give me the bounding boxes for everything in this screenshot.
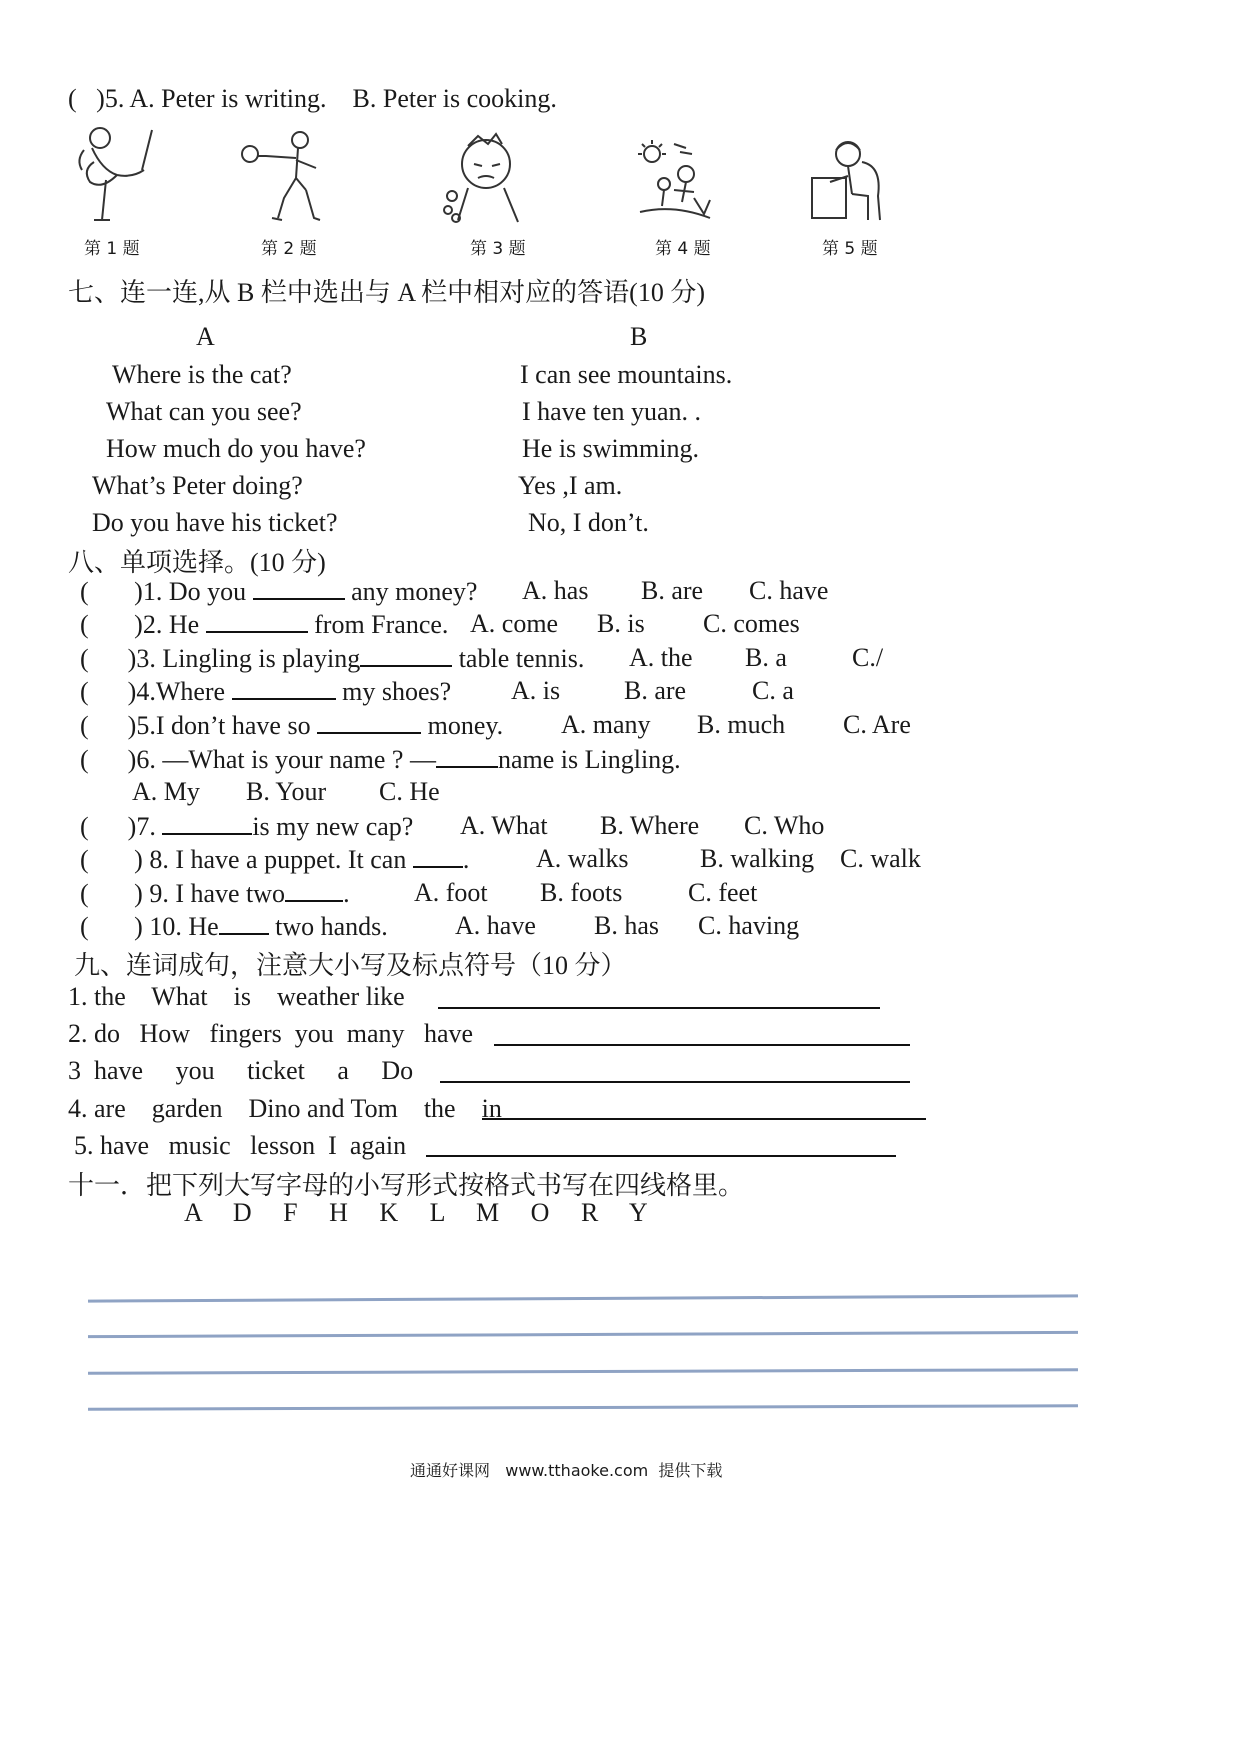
option-a: A. walks — [536, 844, 629, 873]
column-b-item: I have ten yuan. . — [522, 397, 702, 426]
picture-caption-5: 第 5 题 — [822, 239, 878, 259]
option-c: C. Are — [843, 710, 911, 739]
option-a: A. many — [561, 710, 651, 739]
page-footer: 通通好课网 www.tthaoke.com 提供下载 — [410, 1461, 723, 1480]
option-b: B. is — [597, 609, 645, 638]
option-c: C. comes — [703, 609, 800, 638]
option-a: A. foot — [414, 878, 488, 907]
picture-caption-2: 第 2 题 — [261, 239, 317, 259]
option-b: B. walking — [700, 844, 815, 873]
option-c: C./ — [852, 643, 884, 672]
picture-caption-3: 第 3 题 — [470, 239, 526, 259]
section-7-title: 七、连一连,从 B 栏中选出与 A 栏中相对应的答语(10 分) — [68, 278, 706, 307]
mc-question-2: ( )2. He from France. — [80, 610, 449, 639]
word-order-item-2: 2. do How fingers you many have — [68, 1019, 474, 1048]
option-a: A. is — [511, 676, 561, 705]
option-a: A. come — [470, 609, 559, 638]
question-5-listening: ( )5. A. Peter is writing. B. Peter is cooking. — [68, 84, 557, 113]
option-c: C. walk — [840, 844, 921, 873]
answer-line[interactable] — [440, 1081, 910, 1083]
answer-line[interactable] — [482, 1118, 926, 1120]
option-b: B. Where — [600, 811, 700, 840]
option-a: A. have — [455, 911, 536, 940]
option-a: A. the — [629, 643, 693, 672]
option-b: B. foots — [540, 878, 623, 907]
option-c: C. a — [752, 676, 794, 705]
column-a-item: How much do you have? — [106, 434, 366, 463]
column-b-item: He is swimming. — [522, 434, 699, 463]
answer-blank[interactable] — [360, 643, 452, 667]
option-b: B. much — [697, 710, 786, 739]
answer-line[interactable] — [438, 1007, 880, 1009]
beach-family-icon — [634, 138, 714, 226]
answer-blank[interactable] — [206, 609, 308, 633]
ballet-dancer-icon — [72, 120, 162, 225]
mc-question-4: ( )4.Where my shoes? — [80, 677, 452, 706]
section-11-title: 十一．把下列大写字母的小写形式按格式书写在四线格里。 — [68, 1171, 745, 1200]
option-c: C. Who — [744, 811, 825, 840]
answer-blank[interactable] — [285, 878, 343, 902]
column-a-item: Where is the cat? — [112, 360, 292, 389]
mc-question-10: ( ) 10. He two hands. — [80, 912, 388, 941]
writing-guide-line — [88, 1404, 1078, 1410]
option-a: A. My — [132, 777, 200, 806]
mc-question-3: ( )3. Lingling is playing table tennis. — [80, 644, 585, 673]
section-9-title: 九、连词成句，注意大小写及标点符号（10 分） — [74, 951, 627, 980]
option-b: B. a — [745, 643, 787, 672]
column-a-item: What can you see? — [106, 397, 302, 426]
word-order-item-3: 3 have you ticket a Do — [68, 1056, 414, 1085]
sneezing-boy-icon — [438, 130, 528, 228]
column-b-item: Yes ,I am. — [518, 471, 623, 500]
column-a-item: What’s Peter doing? — [92, 471, 303, 500]
word-order-item-4: 4. are garden Dino and Tom the in — [68, 1094, 502, 1123]
answer-blank[interactable] — [317, 710, 421, 734]
boy-writing-icon — [808, 136, 888, 226]
answer-blank[interactable] — [219, 911, 269, 935]
picture-caption-4: 第 4 题 — [655, 239, 711, 259]
writing-guide-line — [88, 1294, 1078, 1302]
column-b-item: No, I don’t. — [528, 508, 649, 537]
answer-blank[interactable] — [436, 744, 498, 768]
mc-question-9: ( ) 9. I have two . — [80, 879, 350, 908]
option-a: A. What — [460, 811, 548, 840]
capital-letters: A D F H K L M O R Y — [184, 1198, 648, 1227]
column-b-header: B — [630, 322, 648, 351]
mc-question-8: ( ) 8. I have a puppet. It can . — [80, 845, 470, 874]
column-a-item: Do you have his ticket? — [92, 508, 338, 537]
column-a-header: A — [196, 322, 215, 351]
option-c: C. have — [749, 576, 829, 605]
option-b: B. Your — [246, 777, 327, 806]
section-8-title: 八、单项选择。(10 分) — [68, 548, 326, 577]
mc-question-5: ( )5.I don’t have so money. — [80, 711, 504, 740]
option-a: A. has — [522, 576, 589, 605]
basketball-player-icon — [236, 128, 336, 226]
mc-question-6: ( )6. —What is your name ? — name is Lingling. — [80, 745, 681, 774]
option-c: C. having — [698, 911, 800, 940]
option-b: B. are — [641, 576, 704, 605]
answer-line[interactable] — [426, 1155, 896, 1157]
answer-blank[interactable] — [162, 811, 252, 835]
mc-question-7: ( )7. is my new cap? — [80, 812, 414, 841]
picture-caption-1: 第 1 题 — [84, 239, 140, 259]
answer-blank[interactable] — [253, 576, 345, 600]
option-c: C. feet — [688, 878, 758, 907]
option-b: B. has — [594, 911, 659, 940]
writing-guide-line — [88, 1368, 1078, 1374]
writing-guide-line — [88, 1331, 1078, 1338]
answer-line[interactable] — [494, 1044, 910, 1046]
answer-blank[interactable] — [413, 844, 463, 868]
word-order-item-5: 5. have music lesson I again — [74, 1131, 407, 1160]
column-b-item: I can see mountains. — [520, 360, 733, 389]
option-c: C. He — [379, 777, 440, 806]
word-order-item-1: 1. the What is weather like — [68, 982, 405, 1011]
answer-blank[interactable] — [232, 676, 336, 700]
option-b: B. are — [624, 676, 687, 705]
mc-question-1: ( )1. Do you any money? — [80, 577, 478, 606]
